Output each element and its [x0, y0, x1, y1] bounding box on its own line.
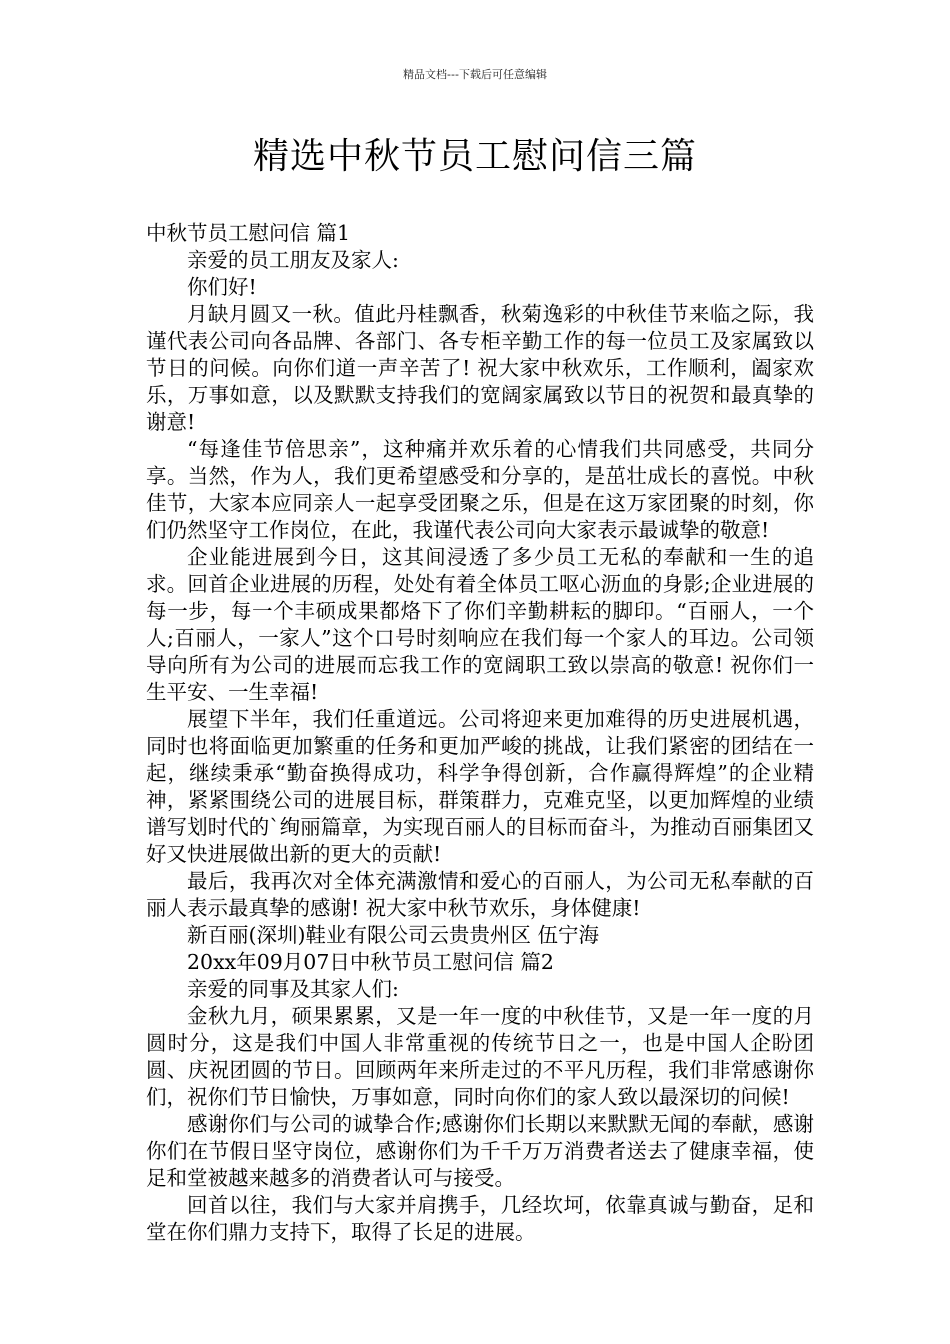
paragraph: 月缺月圆又一秋。值此丹桂飘香，秋菊逸彩的中秋佳节来临之际，我谨代表公司向各品牌、各部门、各专柜辛勤工作的每一位员工及家属致以节日的问候。向你们道一声辛苦了! 祝大家中秋欢乐，工作顺利，阖家欢乐，万事如意，以及默默支持我们的宽阔家属致以节日的祝贺和最真挚的谢意! [146, 302, 814, 434]
page-header: 精品文档---下载后可任意编辑 [403, 68, 547, 81]
salutation: 亲爱的员工朋友及家人: [187, 248, 399, 272]
paragraph: 最后，我再次对全体充满激情和爱心的百丽人，为公司无私奉献的百丽人表示最真挚的感谢! 祝大家中秋节欢乐，身体健康! [146, 869, 814, 920]
paragraph: 感谢你们与公司的诚挚合作;感谢你们长期以来默默无闻的奉献，感谢你们在节假日坚守岗位，感谢你们为千千万万消费者送去了健康幸福，使足和堂被越来越多的消费者认可与接受。 [146, 1112, 814, 1190]
greeting: 你们好! [187, 275, 257, 299]
date-and-heading: 20xx年09月07日中秋节员工慰问信 篇2 [187, 950, 554, 974]
paragraph: “每逢佳节倍思亲”，这种痛并欢乐着的心情我们共同感受，共同分享。当然，作为人，我们更希望感受和分享的，是茁壮成长的喜悦。中秋佳节，大家本应同亲人一起享受团聚之乐，但是在这万家团聚的时刻，你们仍然坚守工作岗位，在此，我谨代表公司向大家表示最诚挚的敬意! [146, 437, 814, 542]
signature: 新百丽(深圳)鞋业有限公司云贵贵州区 伍宁海 [187, 923, 600, 947]
paragraph: 企业能进展到今日，这其间浸透了多少员工无私的奉献和一生的追求。回首企业进展的历程，处处有着全体员工呕心沥血的身影;企业进展的每一步，每一个丰硕成果都烙下了你们辛勤耕耘的脚印。“百丽人，一个人;百丽人，一家人”这个口号时刻响应在我们每一个家人的耳边。公司领导向所有为公司的进展而忘我工作的宽阔职工致以崇高的敬意! 祝你们一生平安、一生幸福! [146, 545, 814, 704]
paragraph: 回首以往，我们与大家并肩携手，几经坎坷，依靠真诚与勤奋，足和堂在你们鼎力支持下，取得了长足的进展。 [146, 1193, 814, 1244]
document-body [146, 220, 814, 1246]
paragraph: 金秋九月，硕果累累，又是一年一度的中秋佳节，又是一年一度的月圆时分，这是我们中国人非常重视的传统节日之一，也是中国人企盼团圆、庆祝团圆的节日。回顾两年来所走过的不平凡历程，我们非常感谢你们，祝你们节日愉快，万事如意，同时向你们的家人致以最深切的问候! [146, 1004, 814, 1109]
salutation: 亲爱的同事及其家人们: [187, 977, 399, 1001]
paragraph: 展望下半年，我们任重道远。公司将迎来更加难得的历史进展机遇，同时也将面临更加繁重的任务和更加严峻的挑战，让我们紧密的团结在一起，继续秉承“勤奋换得成功，科学争得创新，合作赢得辉煌”的企业精神，紧紧围绕公司的进展目标，群策群力，克难克坚，以更加辉煌的业绩谱写划时代的`绚丽篇章，为实现百丽人的目标而奋斗，为推动百丽集团又好又快进展做出新的更大的贡献! [146, 707, 814, 866]
section-heading: 中秋节员工慰问信 篇1 [146, 221, 351, 245]
page-title: 精选中秋节员工慰问信三篇 [252, 136, 697, 177]
